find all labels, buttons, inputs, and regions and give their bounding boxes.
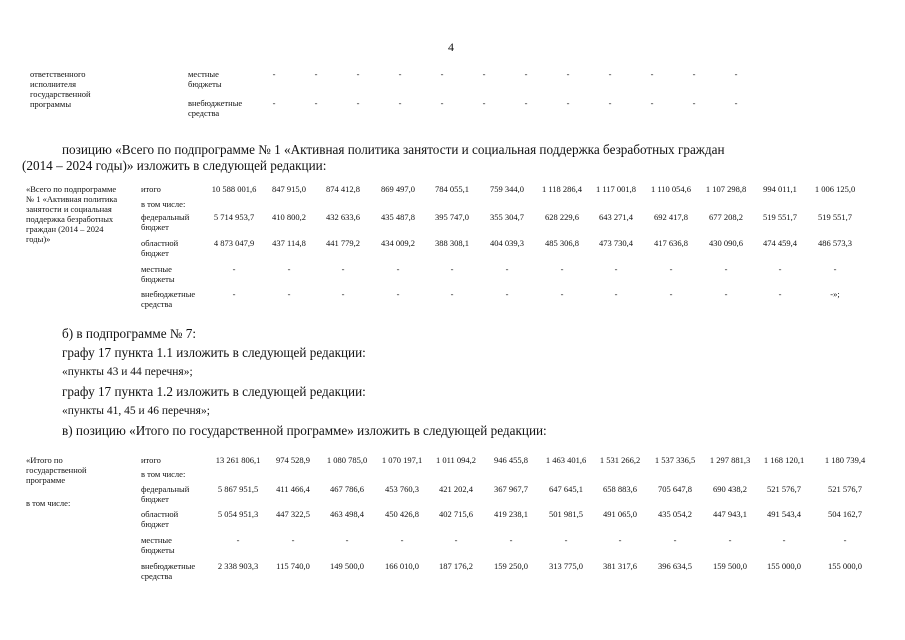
row-label: областной бюджет <box>141 238 179 258</box>
table-cell: - <box>614 264 618 274</box>
table-cell: - <box>843 535 847 545</box>
table-cell: 1 117 001,8 <box>595 184 637 194</box>
table-cell: - <box>614 289 618 299</box>
table-cell: 453 760,3 <box>385 484 419 494</box>
table-cell: - <box>734 69 738 79</box>
row-label: в том числе: <box>141 199 186 209</box>
table-cell: 441 779,2 <box>326 238 360 248</box>
table-cell: - <box>669 289 673 299</box>
table-cell: - <box>450 289 454 299</box>
table-cell: 1 118 286,4 <box>541 184 583 194</box>
table-cell: - <box>396 264 400 274</box>
row-label: местные бюджеты <box>141 535 175 555</box>
table-cell: 411 466,4 <box>276 484 310 494</box>
table-cell: 1 070 197,1 <box>381 455 423 465</box>
table-1-left-label: «Всего по подпрограмме № 1 «Активная политика занятости и социальная поддержка безработных граждан (2014 – 2024 годы)» <box>26 184 118 244</box>
table-cell: 2 338 903,3 <box>217 561 259 571</box>
table-cell: 647 645,1 <box>549 484 583 494</box>
table-cell: - <box>728 535 732 545</box>
table-cell: - <box>724 264 728 274</box>
row-label: итого <box>141 184 161 194</box>
table-cell: - <box>650 98 654 108</box>
table-cell: 355 304,7 <box>490 212 524 222</box>
table-cell: - <box>341 289 345 299</box>
table-cell: - <box>398 98 402 108</box>
table-cell: 519 551,7 <box>763 212 797 222</box>
table-cell: 1 463 401,6 <box>545 455 587 465</box>
table-cell: 313 775,0 <box>549 561 583 571</box>
table-cell: - <box>287 289 291 299</box>
table-cell: - <box>450 264 454 274</box>
table-cell: 1 107 298,8 <box>705 184 747 194</box>
table-cell: - <box>440 98 444 108</box>
table-cell: 1 531 266,2 <box>599 455 641 465</box>
table-cell: 946 455,8 <box>494 455 528 465</box>
table-cell: - <box>287 264 291 274</box>
table-cell: 874 412,8 <box>326 184 360 194</box>
paragraph-c-1: графу 17 пункта 1.1 изложить в следующей редакции: <box>62 345 366 360</box>
table-2-left-label: «Итого по государственной программе <box>26 455 87 485</box>
table-cell: 404 039,3 <box>490 238 524 248</box>
table-cell: 485 306,8 <box>545 238 579 248</box>
table-cell: 417 636,8 <box>654 238 688 248</box>
table-cell: 115 740,0 <box>276 561 310 571</box>
table-cell: 1 180 739,4 <box>824 455 866 465</box>
table-cell: 149 500,0 <box>330 561 364 571</box>
table-cell: 1 080 785,0 <box>326 455 368 465</box>
table-cell: - <box>734 98 738 108</box>
table-cell: 5 867 951,5 <box>217 484 259 494</box>
table-cell: - <box>398 69 402 79</box>
table-cell: 410 800,2 <box>272 212 306 222</box>
table-cell: - <box>833 264 837 274</box>
table-cell: 4 873 047,9 <box>213 238 255 248</box>
table-cell: - <box>482 69 486 79</box>
table-cell: - <box>341 264 345 274</box>
table-cell: 1 011 094,2 <box>435 455 477 465</box>
table-cell: 5 054 951,3 <box>217 509 259 519</box>
table-cell: - <box>524 98 528 108</box>
table-cell: 628 229,6 <box>545 212 579 222</box>
row-label: областной бюджет <box>141 509 179 529</box>
table-cell: 1 110 054,6 <box>650 184 692 194</box>
table-cell: - <box>314 69 318 79</box>
table-cell: - <box>692 69 696 79</box>
table-cell: 501 981,5 <box>549 509 583 519</box>
table-cell: - <box>356 69 360 79</box>
table-2-left-label-2: в том числе: <box>26 498 71 508</box>
table-cell: 491 543,4 <box>767 509 801 519</box>
table-cell: 486 573,3 <box>818 238 852 248</box>
table-cell: 869 497,0 <box>381 184 415 194</box>
table-cell: 974 528,9 <box>276 455 310 465</box>
table-cell: 432 633,6 <box>326 212 360 222</box>
table-cell: 521 576,7 <box>828 484 862 494</box>
table-cell: 421 202,4 <box>439 484 473 494</box>
table-cell: - <box>560 264 564 274</box>
table-cell: - <box>272 69 276 79</box>
table-cell: - <box>566 98 570 108</box>
row-label: федеральный бюджет <box>141 212 190 232</box>
row-label: федеральный бюджет <box>141 484 190 504</box>
row-label: в том числе: <box>141 469 186 479</box>
table-cell: - <box>778 289 782 299</box>
top-fragment-left-label: ответственного исполнителя государственной программы <box>30 69 91 109</box>
table-cell: - <box>454 535 458 545</box>
table-cell: 187 176,2 <box>439 561 473 571</box>
table-cell: - <box>356 98 360 108</box>
table-cell: - <box>669 264 673 274</box>
table-cell: 643 271,4 <box>599 212 633 222</box>
table-cell: -»; <box>830 289 840 299</box>
table-cell: 847 915,0 <box>272 184 306 194</box>
table-cell: - <box>272 98 276 108</box>
row-label: внебюджетные средства <box>188 98 243 118</box>
row-label: внебюджетные средства <box>141 289 196 309</box>
table-cell: 521 576,7 <box>767 484 801 494</box>
page-number: 4 <box>448 40 454 54</box>
table-cell: 447 322,5 <box>276 509 310 519</box>
table-cell: 367 967,7 <box>494 484 528 494</box>
table-cell: 435 487,8 <box>381 212 415 222</box>
paragraph-1-line-1: позицию «Всего по подпрограмме № 1 «Активная политика занятости и социальная поддержка безработных граждан <box>62 142 725 157</box>
table-cell: - <box>345 535 349 545</box>
table-cell: 463 498,4 <box>330 509 364 519</box>
table-cell: - <box>440 69 444 79</box>
table-cell: - <box>778 264 782 274</box>
table-cell: - <box>618 535 622 545</box>
table-cell: - <box>692 98 696 108</box>
paragraph-d-1: графу 17 пункта 1.2 изложить в следующей редакции: <box>62 384 366 399</box>
table-cell: 434 009,2 <box>381 238 415 248</box>
table-cell: - <box>291 535 295 545</box>
table-cell: 395 747,0 <box>435 212 469 222</box>
table-cell: 677 208,2 <box>709 212 743 222</box>
table-cell: 419 238,1 <box>494 509 528 519</box>
table-cell: - <box>396 289 400 299</box>
paragraph-e: в) позицию «Итого по государственной программе» изложить в следующей редакции: <box>62 423 547 438</box>
table-cell: 388 308,1 <box>435 238 469 248</box>
table-cell: 784 055,1 <box>435 184 469 194</box>
table-cell: 159 250,0 <box>494 561 528 571</box>
table-cell: 155 000,0 <box>767 561 801 571</box>
table-cell: - <box>608 69 612 79</box>
table-cell: - <box>236 535 240 545</box>
table-cell: 1 297 881,3 <box>709 455 751 465</box>
table-cell: - <box>232 264 236 274</box>
table-cell: - <box>524 69 528 79</box>
table-cell: - <box>314 98 318 108</box>
table-cell: 381 317,6 <box>603 561 637 571</box>
table-cell: 519 551,7 <box>818 212 852 222</box>
table-cell: 473 730,4 <box>599 238 633 248</box>
row-label: внебюджетные средства <box>141 561 196 581</box>
table-cell: 430 090,6 <box>709 238 743 248</box>
paragraph-1-line-2: (2014 – 2024 годы)» изложить в следующей редакции: <box>22 158 327 173</box>
table-cell: 1 006 125,0 <box>814 184 856 194</box>
table-cell: 437 114,8 <box>272 238 306 248</box>
row-label: местные бюджеты <box>188 69 222 89</box>
table-cell: 1 168 120,1 <box>763 455 805 465</box>
table-cell: 690 438,2 <box>713 484 747 494</box>
paragraph-c-2: «пункты 43 и 44 перечня»; <box>62 366 193 378</box>
table-cell: - <box>650 69 654 79</box>
table-cell: 467 786,6 <box>330 484 364 494</box>
table-cell: 450 426,8 <box>385 509 419 519</box>
table-cell: - <box>482 98 486 108</box>
table-cell: 692 417,8 <box>654 212 688 222</box>
table-cell: 658 883,6 <box>603 484 637 494</box>
table-cell: - <box>560 289 564 299</box>
table-cell: - <box>673 535 677 545</box>
table-cell: - <box>564 535 568 545</box>
table-cell: 13 261 806,1 <box>215 455 261 465</box>
table-cell: 435 054,2 <box>658 509 692 519</box>
paragraph-b: б) в подпрограмме № 7: <box>62 326 196 341</box>
table-cell: 491 065,0 <box>603 509 637 519</box>
row-label: местные бюджеты <box>141 264 175 284</box>
table-cell: - <box>782 535 786 545</box>
table-cell: 10 588 001,6 <box>211 184 257 194</box>
table-cell: 159 500,0 <box>713 561 747 571</box>
table-cell: 402 715,6 <box>439 509 473 519</box>
table-cell: 759 344,0 <box>490 184 524 194</box>
table-cell: 1 537 336,5 <box>654 455 696 465</box>
table-cell: 705 647,8 <box>658 484 692 494</box>
table-cell: 447 943,1 <box>713 509 747 519</box>
table-cell: - <box>400 535 404 545</box>
table-cell: - <box>505 264 509 274</box>
table-cell: 396 634,5 <box>658 561 692 571</box>
table-cell: 474 459,4 <box>763 238 797 248</box>
table-cell: 5 714 953,7 <box>213 212 255 222</box>
table-cell: - <box>505 289 509 299</box>
table-cell: - <box>608 98 612 108</box>
paragraph-d-2: «пункты 41, 45 и 46 перечня»; <box>62 405 210 417</box>
table-cell: - <box>724 289 728 299</box>
row-label: итого <box>141 455 161 465</box>
table-cell: 994 011,1 <box>763 184 797 194</box>
table-cell: 155 000,0 <box>828 561 862 571</box>
table-cell: - <box>509 535 513 545</box>
table-cell: - <box>232 289 236 299</box>
table-cell: 166 010,0 <box>385 561 419 571</box>
table-cell: 504 162,7 <box>828 509 862 519</box>
table-cell: - <box>566 69 570 79</box>
